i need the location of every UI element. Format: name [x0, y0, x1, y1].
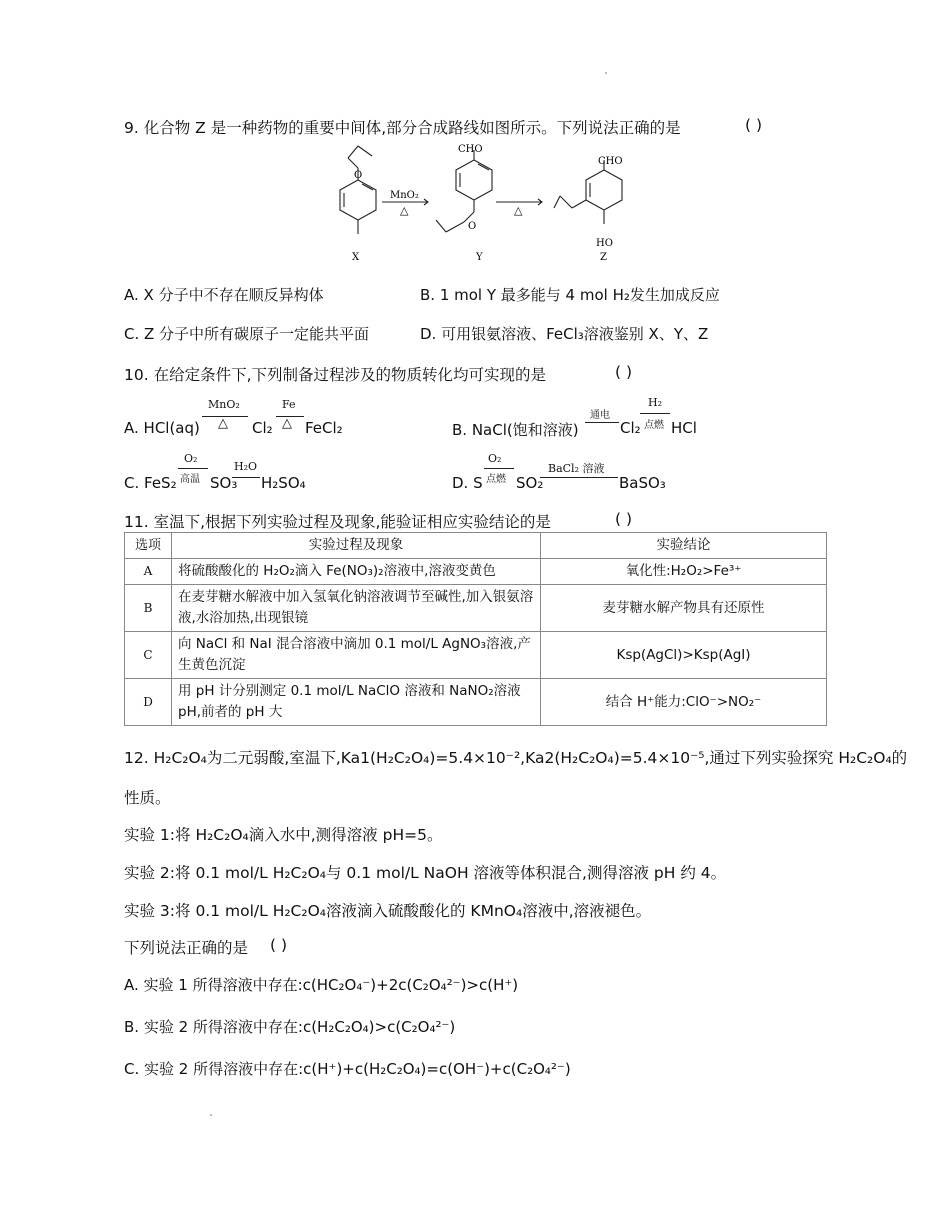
q10-b-arrow1	[585, 422, 619, 423]
q10-d-arrow2-top: BaCl₂ 溶液	[548, 462, 605, 475]
q10-c-arrow1-top: O₂	[184, 452, 198, 465]
q9-option-b: B. 1 mol Y 最多能与 4 mol H₂发生加成反应	[420, 286, 720, 304]
q10-c-arrow2	[232, 477, 260, 478]
arrow1-top: MnO₂	[390, 190, 419, 201]
q12-stem-line1: 12. H₂C₂O₄为二元弱酸,室温下,Ka1(H₂C₂O₄)=5.4×10⁻²,Ka2(H₂C₂O₄)=5.4×10⁻⁵,通过下列实验探究 H₂C₂O₄的	[124, 749, 908, 767]
q10-d-arrow2	[540, 477, 618, 478]
q10-b-mid: Cl₂	[620, 419, 641, 437]
row-option: D	[125, 679, 172, 726]
q10-d-prefix: D. S	[452, 474, 483, 492]
q10-bracket: ( )	[615, 363, 633, 381]
q10-d-end: BaSO₃	[619, 474, 666, 492]
q9-option-d: D. 可用银氨溶液、FeCl₃溶液鉴别 X、Y、Z	[420, 325, 709, 343]
svg-text:O: O	[468, 221, 477, 232]
x-label: X	[352, 252, 360, 263]
q10-c-mid: SO₃	[210, 474, 238, 492]
scan-dot	[605, 72, 607, 74]
row-conclusion: 麦芽糖水解产物具有还原性	[541, 585, 827, 632]
q10-a-end: FeCl₂	[305, 419, 343, 437]
q10-d-arrow1	[484, 468, 514, 469]
q12-exp3: 实验 3:将 0.1 mol/L H₂C₂O₄溶液滴入硫酸酸化的 KMnO₄溶液中,溶液褪色。	[124, 902, 652, 920]
row-option: B	[125, 585, 172, 632]
row-conclusion: 氧化性:H₂O₂>Fe³⁺	[541, 559, 827, 585]
z-oh-label: HO	[596, 238, 613, 249]
q12-bracket: ( )	[270, 936, 288, 954]
y-cho-label: CHO	[458, 144, 483, 155]
q9-option-a: A. X 分子中不存在顺反异构体	[124, 286, 324, 304]
molecule-y	[436, 150, 492, 232]
y-label: Y	[476, 252, 483, 263]
q12-exp2: 实验 2:将 0.1 mol/L H₂C₂O₄与 0.1 mol/L NaOH 溶液等体积混合,测得溶液 pH 约 4。	[124, 864, 727, 882]
q12-option-c: C. 实验 2 所得溶液中存在:c(H⁺)+c(H₂C₂O₄)=c(OH⁻)+c(C₂O₄²⁻)	[124, 1060, 571, 1078]
row-conclusion: Ksp(AgCl)>Ksp(AgI)	[541, 632, 827, 679]
z-label: Z	[600, 252, 607, 263]
arrow1-bottom: △	[400, 204, 409, 217]
q11-stem: 11. 室温下,根据下列实验过程及现象,能验证相应实验结论的是	[124, 513, 551, 531]
table-row	[125, 632, 827, 679]
row-option: C	[125, 632, 172, 679]
row-conclusion: 结合 H⁺能力:ClO⁻>NO₂⁻	[541, 679, 827, 726]
q10-a-arrow1-bot: △	[218, 416, 228, 431]
q10-b-arrow1-top: 通电	[590, 410, 610, 421]
q10-b-arrow2-top: H₂	[648, 396, 663, 409]
svg-text:O: O	[354, 170, 363, 181]
q10-b-end: HCl	[671, 419, 697, 437]
q12-ask: 下列说法正确的是	[124, 939, 249, 957]
row-procedure: 在麦芽糖水解液中加入氢氧化钠溶液调节至碱性,加入银氨溶液,水浴加热,出现银镜	[172, 585, 541, 632]
q10-stem: 10. 在给定条件下,下列制备过程涉及的物质转化均可实现的是	[124, 366, 547, 384]
q9-option-c: C. Z 分子中所有碳原子一定能共平面	[124, 325, 370, 343]
row-procedure: 将硫酸酸化的 H₂O₂滴入 Fe(NO₃)₂溶液中,溶液变黄色	[172, 559, 541, 585]
scan-dot	[210, 1114, 212, 1116]
table-row	[125, 679, 827, 726]
q10-c-arrow1	[178, 468, 208, 469]
row-option: A	[125, 559, 172, 585]
q10-c-arrow2-top: H₂O	[234, 460, 258, 473]
q12-option-b: B. 实验 2 所得溶液中存在:c(H₂C₂O₄)>c(C₂O₄²⁻)	[124, 1018, 456, 1036]
q10-a-mid: Cl₂	[252, 419, 273, 437]
q10-a-arrow2-top: Fe	[282, 398, 296, 411]
q10-a-prefix: A. HCl(aq)	[124, 419, 200, 437]
q12-option-a: A. 实验 1 所得溶液中存在:c(HC₂O₄⁻)+2c(C₂O₄²⁻)>c(H⁺)	[124, 976, 519, 994]
table-row	[125, 585, 827, 632]
molecule-x	[340, 146, 376, 234]
arrow2-bottom: △	[514, 204, 523, 217]
q10-c-arrow1-bot: 高温	[180, 474, 200, 485]
q9-stem: 9. 化合物 Z 是一种药物的重要中间体,部分合成路线如图所示。下列说法正确的是	[124, 119, 681, 137]
row-procedure: 向 NaCl 和 NaI 混合溶液中滴加 0.1 mol/L AgNO₃溶液,产生黄色沉淀	[172, 632, 541, 679]
q11-bracket: ( )	[615, 510, 633, 528]
header-procedure: 实验过程及现象	[172, 533, 541, 559]
molecule-z	[554, 160, 622, 224]
q10-a-arrow1-top: MnO₂	[208, 398, 240, 411]
q10-d-arrow1-top: O₂	[488, 452, 502, 465]
q12-exp1: 实验 1:将 H₂C₂O₄滴入水中,测得溶液 pH=5。	[124, 826, 443, 844]
q9-bracket: ( )	[745, 116, 763, 134]
q10-a-arrow2-bot: △	[282, 416, 292, 431]
q9-reaction-scheme	[318, 140, 638, 270]
q10-d-mid: SO₂	[516, 474, 544, 492]
q10-c-end: H₂SO₄	[261, 474, 306, 492]
q12-stem-line2: 性质。	[124, 789, 171, 807]
table-row	[125, 559, 827, 585]
q10-b-prefix: B. NaCl(饱和溶液)	[452, 421, 579, 439]
q11-table	[124, 532, 827, 726]
header-option: 选项	[125, 533, 172, 559]
q10-b-arrow2-bot: 点燃	[644, 420, 664, 431]
q10-b-arrow2	[640, 413, 670, 414]
q10-c-prefix: C. FeS₂	[124, 474, 177, 492]
row-procedure: 用 pH 计分别测定 0.1 mol/L NaClO 溶液和 NaNO₂溶液 pH,前者的 pH 大	[172, 679, 541, 726]
table-header-row	[125, 533, 827, 559]
q10-d-arrow1-bot: 点燃	[486, 474, 506, 485]
header-conclusion: 实验结论	[541, 533, 827, 559]
z-cho-label: CHO	[598, 156, 623, 167]
